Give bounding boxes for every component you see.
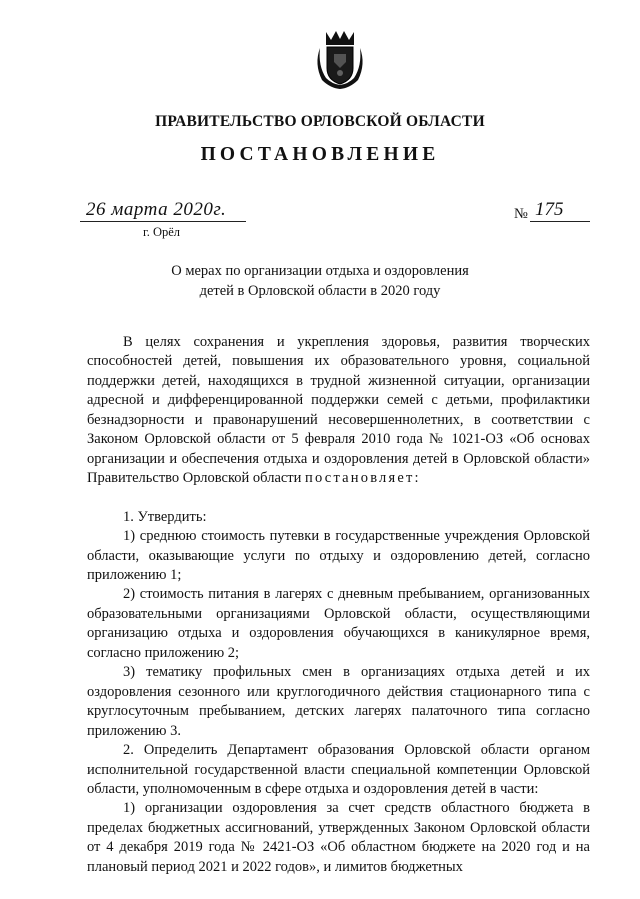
handwritten-date: 26 марта 2020г.: [86, 199, 227, 220]
handwritten-number: 175: [535, 199, 564, 220]
number-underline: [530, 221, 590, 222]
clause-1: 1. Утвердить:: [123, 508, 207, 525]
document-subject: [0, 262, 640, 301]
preamble-text: В целях сохранения и укрепления здоровья, развития творческих способностей детей, повышения их образовательного уровня, социальной поддержки детей, находящихся в трудной жизненной ситуации, организации адресной и дифференцированной поддержки семей с детьми, профилактики безнадзорности и правонарушений несовершеннолетних, в соответствии с Законом Орловской области от 5 февраля 2010 года № 1021-ОЗ «Об основах организации и обеспечения отдыха и оздоровления детей в Орловской области» Правительство Орловской области: [87, 334, 590, 487]
subject-line-2: детей в Орловской области в 2020 году: [199, 282, 441, 299]
date-underline: [80, 221, 246, 222]
subject-line-1: О мерах по организации отдыха и оздоровления: [171, 263, 469, 279]
clause-1-item-3: 3) тематику профильных смен в организациях отдыха детей и их оздоровления сезонного или круглогодичного действия стационарного типа с круглосуточным пребыванием, детских лагерях палаточного типа согласно приложению 3.: [87, 664, 590, 739]
preamble-paragraph: [87, 333, 590, 489]
document-body: [87, 333, 590, 877]
clause-1-item-1: 1) среднюю стоимость путевки в государственные учреждения Орловской области, оказывающие услуги по отдыху и оздоровлению детей, согласно приложению 1;: [87, 528, 590, 583]
document-type-title: ПОСТАНОВЛЕНИЕ: [200, 144, 440, 165]
clause-2-item-1: 1) организации оздоровления за счет средств областного бюджета в пределах бюджетных ассигнований, утвержденных Законом Орловской области от 4 декабря 2019 года № 2421-ОЗ «Об областном бюджете на 2020 год и на плановый период 2021 и 2022 годов», и лимитов бюджетных: [87, 800, 590, 875]
clause-1-item-2: 2) стоимость питания в лагерях с дневным пребыванием, организованных образовательными организациями Орловской области, осуществляющими организацию отдыха и оздоровления обучающихся в каникулярное время, согласно приложению 2;: [87, 586, 590, 661]
organization-title: ПРАВИТЕЛЬСТВО ОРЛОВСКОЙ ОБЛАСТИ: [155, 113, 485, 130]
preamble-keyword: постановляет:: [305, 470, 421, 487]
coat-of-arms-icon: [312, 28, 368, 90]
number-sign: №: [514, 206, 528, 222]
clause-2: 2. Определить Департамент образования Орловской области органом исполнительной государственной власти специальной компетенции Орловской области, уполномоченным в сфере отдыха и оздоровления детей в части:: [87, 742, 590, 797]
city-label: г. Орёл: [143, 225, 181, 239]
